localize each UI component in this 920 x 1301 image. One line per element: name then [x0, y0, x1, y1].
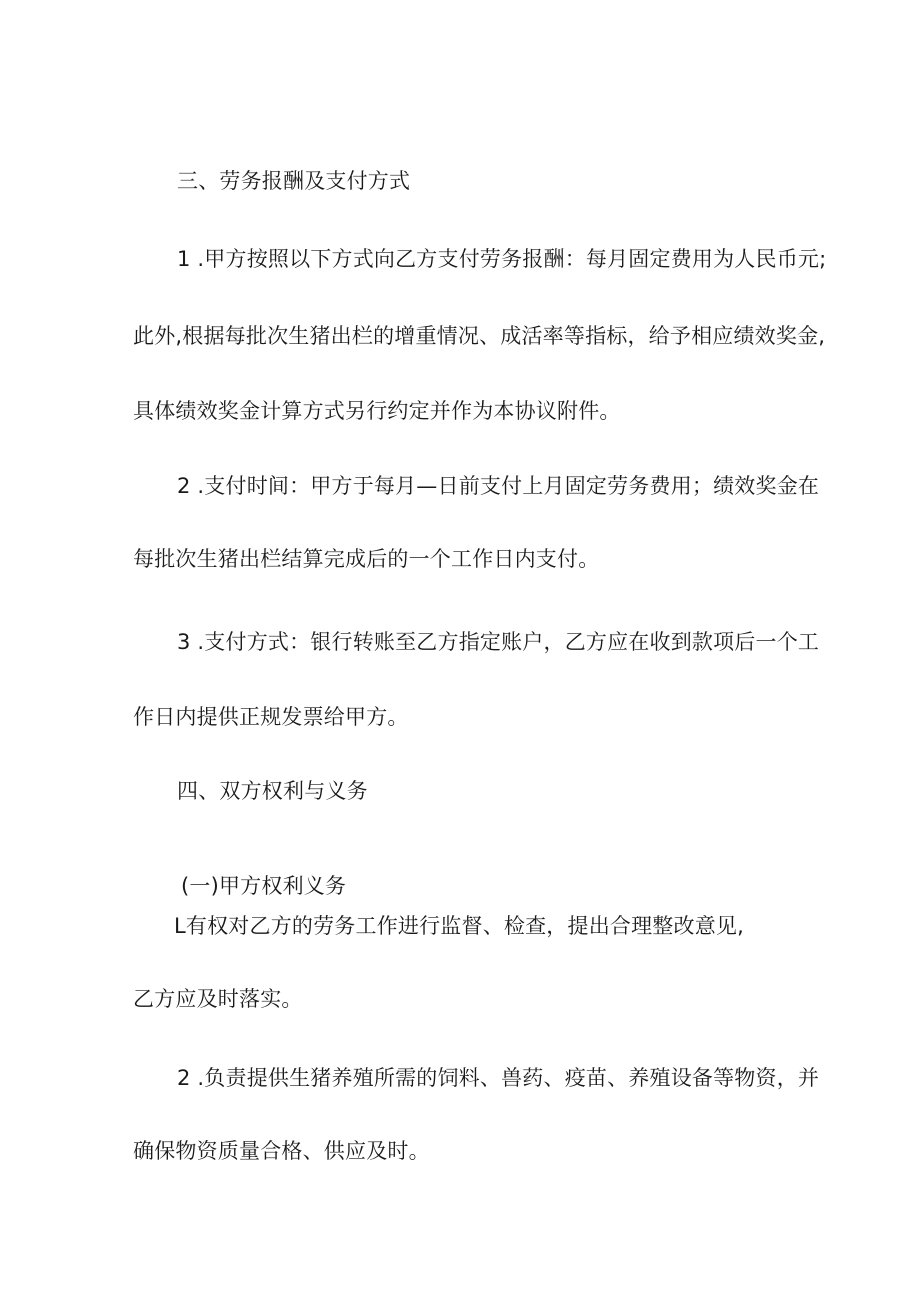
section3-item3-line1: 3 .支付方式：银行转账至乙方指定账户，乙方应在收到款项后一个工 — [177, 630, 820, 654]
section3-heading: 三、劳务报酬及支付方式 — [177, 169, 411, 193]
section3-item3-line2: 作日内提供正规发票给甲方。 — [133, 705, 409, 729]
section4-sub1-item1-line2: 乙方应及时落实。 — [133, 987, 303, 1011]
section3-item1-line3: 具体绩效奖金计算方式另行约定并作为本协议附件。 — [133, 399, 621, 423]
section4-heading: 四、双方权利与义务 — [177, 779, 368, 803]
section3-item1-line1: 1 .甲方按照以下方式向乙方支付劳务报酬：每月固定费用为人民币元; — [177, 247, 827, 271]
section3-item1-line2: 此外,根据每批次生猪出栏的增重情况、成活率等指标，给予相应绩效奖金, — [133, 324, 826, 348]
section4-sub1-item2-line1: 2 .负责提供生猪养殖所需的饲料、兽药、疫苗、养殖设备等物资，并 — [177, 1066, 820, 1090]
section3-item2-line2: 每批次生猪出栏结算完成后的一个工作日内支付。 — [133, 547, 600, 571]
section4-sub1-item1-line1: L有权对乙方的劳务工作进行监督、检查，提出合理整改意见, — [174, 914, 744, 938]
section4-sub1-heading: (一)甲方权利义务 — [181, 874, 347, 898]
section3-item2-line1: 2 .支付时间：甲方于每月—日前支付上月固定劳务费用；绩效奖金在 — [177, 474, 820, 498]
section4-sub1-item2-line2: 确保物资质量合格、供应及时。 — [133, 1139, 430, 1163]
